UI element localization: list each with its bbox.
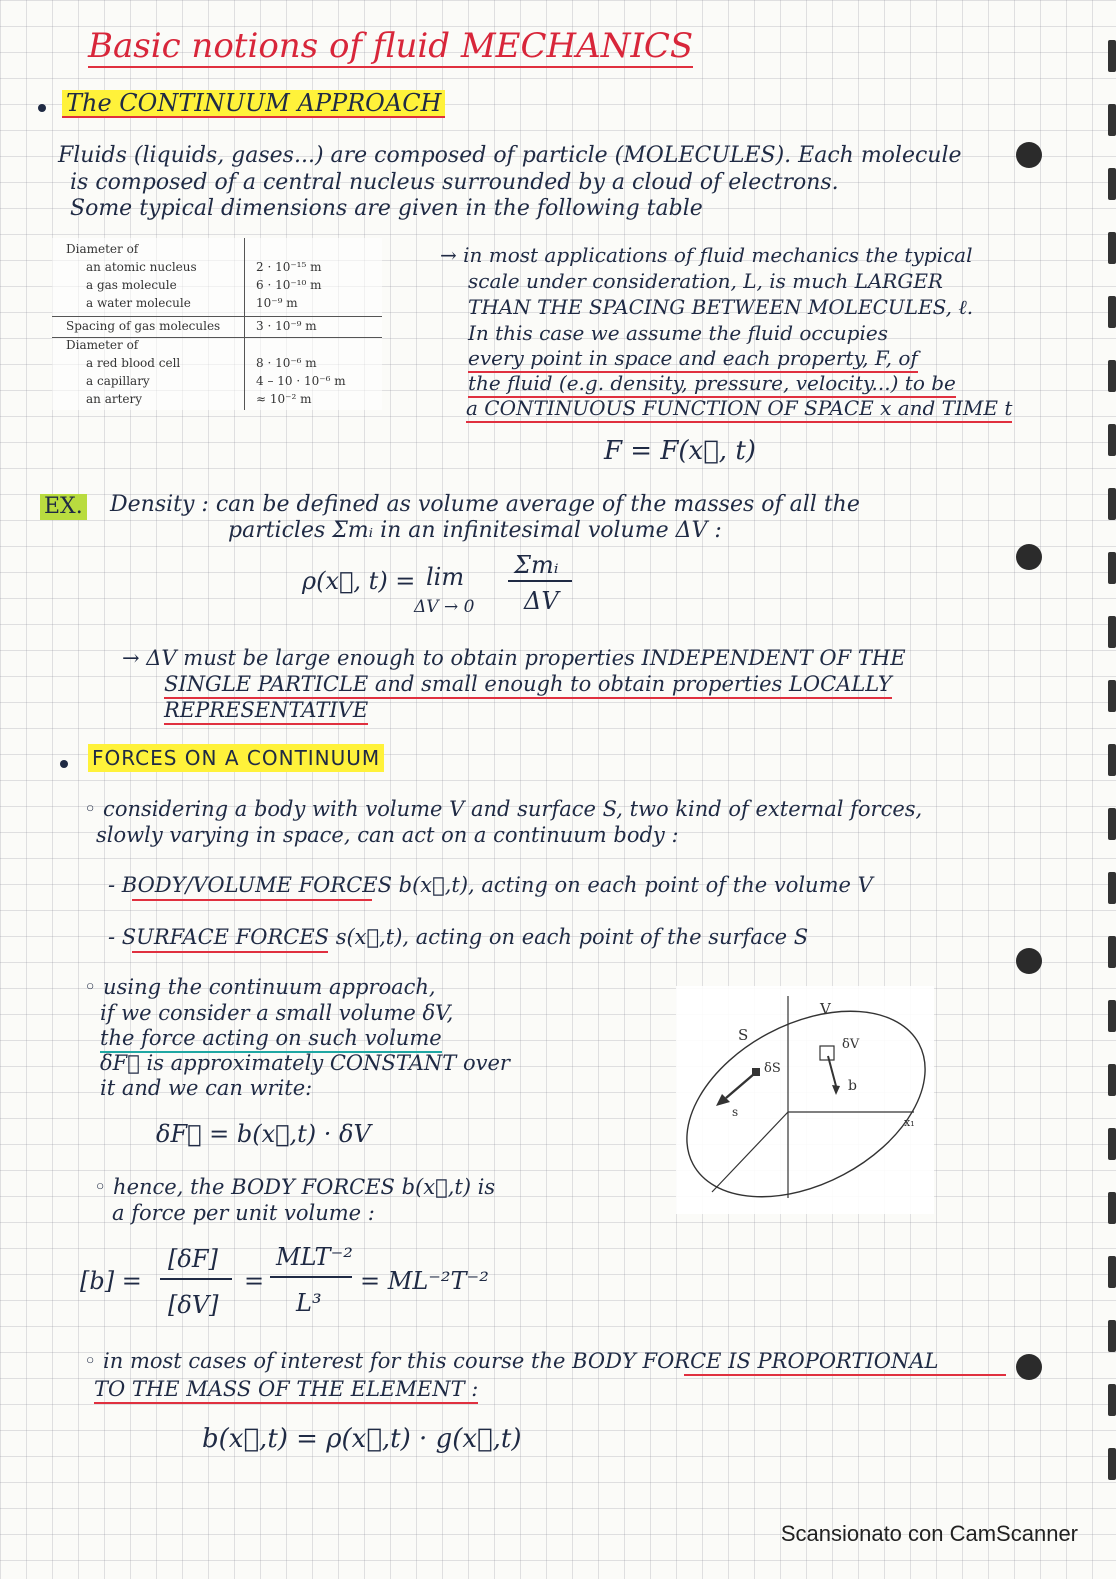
- equation-delta-force: δF⃗ = b(x⃗,t) · δV: [156, 1120, 371, 1148]
- scanner-watermark: Scansionato con CamScanner: [780, 1521, 1078, 1546]
- binding-mark: [1108, 488, 1116, 520]
- binding-mark: [1108, 1192, 1116, 1224]
- table-cell: a water molecule: [86, 296, 191, 310]
- red-underline: [684, 1374, 1006, 1376]
- paragraph-line: the force acting on such volume: [100, 1025, 442, 1053]
- label-S: S: [738, 1026, 749, 1044]
- binding-mark: [1108, 1000, 1116, 1032]
- paragraph-line: if we consider a small volume δV,: [100, 1001, 454, 1025]
- table-rule: [52, 316, 382, 317]
- table-cell: a capillary: [86, 374, 150, 388]
- note-line: the fluid (e.g. density, pressure, velocity...) to be: [468, 370, 956, 398]
- paragraph-line: ◦ considering a body with volume V and surface S, two kind of external forces,: [84, 797, 923, 821]
- binding-mark: [1108, 808, 1116, 840]
- label-dV: δV: [842, 1037, 860, 1052]
- note-line: → ΔV must be large enough to obtain properties INDEPENDENT OF THE: [122, 646, 906, 670]
- note-line: → in most applications of fluid mechanics the typical: [440, 243, 973, 267]
- binding-mark: [1108, 40, 1116, 72]
- note-line: scale under consideration, L, is much LARGER: [468, 269, 943, 293]
- page-title: Basic notions of fluid MECHANICS: [88, 26, 694, 66]
- table-cell: an artery: [86, 392, 143, 406]
- equation-body-force: b(x⃗,t) = ρ(x⃗,t) · g(x⃗,t): [202, 1424, 522, 1454]
- binding-mark: [1108, 616, 1116, 648]
- example-line: Density : can be defined as volume average of the masses of all the: [110, 492, 860, 517]
- paragraph-line: a force per unit volume :: [112, 1201, 375, 1225]
- table-cell: 8 · 10⁻⁶ m: [256, 356, 317, 370]
- section-bullet: [38, 104, 46, 112]
- label-x1: x₁: [904, 1116, 915, 1129]
- note-line: a CONTINUOUS FUNCTION OF SPACE x and TIME t: [466, 395, 1012, 423]
- table-cell: a red blood cell: [86, 356, 181, 370]
- density-equation-numerator: Σmᵢ: [514, 551, 559, 579]
- continuum-body-figure: [676, 986, 934, 1214]
- dimension-numerator: [δF]: [168, 1245, 218, 1273]
- density-equation-denominator: ΔV: [524, 587, 559, 615]
- binding-mark: [1108, 1384, 1116, 1416]
- fraction-bar: [508, 580, 572, 582]
- body-forces-item: - BODY/VOLUME FORCES b(x⃗,t), acting on each point of the volume V: [108, 873, 873, 897]
- binding-mark: [1108, 744, 1116, 776]
- binding-mark: [1108, 1128, 1116, 1160]
- binding-mark: [1108, 168, 1116, 200]
- paragraph-line: δF⃗ is approximately CONSTANT over: [100, 1051, 510, 1075]
- binder-hole: [1016, 1354, 1042, 1380]
- table-cell: 6 · 10⁻¹⁰ m: [256, 278, 322, 292]
- table-cell: an atomic nucleus: [86, 260, 197, 274]
- dimension-lhs: [b] =: [80, 1267, 142, 1295]
- binder-hole: [1016, 948, 1042, 974]
- dimension-rhs: = ML⁻²T⁻²: [360, 1267, 489, 1295]
- paragraph-line: ◦ hence, the BODY FORCES b(x⃗,t) is: [94, 1175, 496, 1199]
- density-equation-lim-sub: ΔV → 0: [414, 597, 475, 617]
- binding-mark: [1108, 552, 1116, 584]
- density-equation-lim: lim: [426, 563, 465, 591]
- surface-element: [752, 1068, 760, 1076]
- table-cell: 4 – 10 · 10⁻⁶ m: [256, 374, 346, 388]
- label-b: b: [848, 1078, 857, 1094]
- note-line: SINGLE PARTICLE and small enough to obtain properties LOCALLY: [164, 671, 892, 699]
- surface-forces-item: - SURFACE FORCES s(x⃗,t), acting on each point of the surface S: [108, 925, 809, 949]
- paragraph-line: it and we can write:: [100, 1076, 313, 1100]
- note-line: THAN THE SPACING BETWEEN MOLECULES, ℓ.: [468, 295, 974, 319]
- table-cell: 3 · 10⁻⁹ m: [256, 319, 317, 333]
- density-equation-lhs: ρ(x⃗, t) =: [302, 567, 416, 595]
- paragraph-line: is composed of a central nucleus surrounded by a cloud of electrons.: [70, 170, 839, 195]
- binding-mark: [1108, 104, 1116, 136]
- binding-mark: [1108, 360, 1116, 392]
- section-heading-forces: FORCES ON A CONTINUUM: [88, 744, 384, 772]
- note-line: In this case we assume the fluid occupies: [468, 321, 888, 345]
- dimension-equals: =: [244, 1267, 265, 1295]
- dimension-numerator-2: MLT⁻²: [276, 1243, 353, 1271]
- binding-mark: [1108, 872, 1116, 904]
- example-tag: EX.: [40, 494, 87, 520]
- binder-hole: [1016, 544, 1042, 570]
- dimensions-table: [52, 238, 382, 410]
- fraction-bar: [160, 1278, 232, 1280]
- table-cell: ≈ 10⁻² m: [256, 392, 312, 406]
- binding-mark: [1108, 680, 1116, 712]
- dimension-denominator-2: L³: [296, 1289, 322, 1317]
- red-underline: [132, 951, 328, 953]
- table-cell: 2 · 10⁻¹⁵ m: [256, 260, 322, 274]
- label-V: V: [820, 1000, 831, 1018]
- label-s: s: [732, 1105, 739, 1119]
- section-heading-continuum: The CONTINUUM APPROACH: [62, 90, 445, 118]
- table-cell: 10⁻⁹ m: [256, 296, 298, 310]
- binding-mark: [1108, 1256, 1116, 1288]
- binding-mark: [1108, 232, 1116, 264]
- binding-mark: [1108, 936, 1116, 968]
- paragraph-line: Some typical dimensions are given in the following table: [70, 196, 703, 221]
- paragraph-line: ◦ using the continuum approach,: [84, 975, 436, 999]
- example-line: particles Σmᵢ in an infinitesimal volume ΔV :: [228, 518, 722, 543]
- binding-mark: [1108, 424, 1116, 456]
- binding-mark: [1108, 296, 1116, 328]
- binding-mark: [1108, 1320, 1116, 1352]
- dimension-denominator: [δV]: [168, 1291, 219, 1319]
- paragraph-line: slowly varying in space, can act on a continuum body :: [96, 823, 679, 847]
- table-cell: Spacing of gas molecules: [66, 319, 221, 333]
- table-cell: Diameter of: [66, 338, 139, 352]
- table-cell: Diameter of: [66, 242, 139, 256]
- paragraph-line: TO THE MASS OF THE ELEMENT :: [94, 1376, 478, 1404]
- binder-hole: [1016, 142, 1042, 168]
- paragraph-line: Fluids (liquids, gases...) are composed of particle (MOLECULES). Each molecule: [58, 143, 962, 168]
- note-line: every point in space and each property, F, of: [468, 345, 918, 373]
- fraction-bar: [270, 1276, 352, 1278]
- binding-mark: [1108, 1064, 1116, 1096]
- table-cell: a gas molecule: [86, 278, 177, 292]
- label-dS: δS: [764, 1061, 781, 1076]
- equation-continuous-function: F = F(x⃗, t): [604, 436, 756, 466]
- note-line: REPRESENTATIVE: [164, 697, 368, 725]
- red-underline: [132, 899, 372, 901]
- binding-mark: [1108, 1448, 1116, 1480]
- paragraph-line: ◦ in most cases of interest for this course the BODY FORCE IS PROPORTIONAL: [84, 1349, 939, 1373]
- figure-background: [676, 986, 934, 1214]
- section-bullet: [60, 760, 68, 768]
